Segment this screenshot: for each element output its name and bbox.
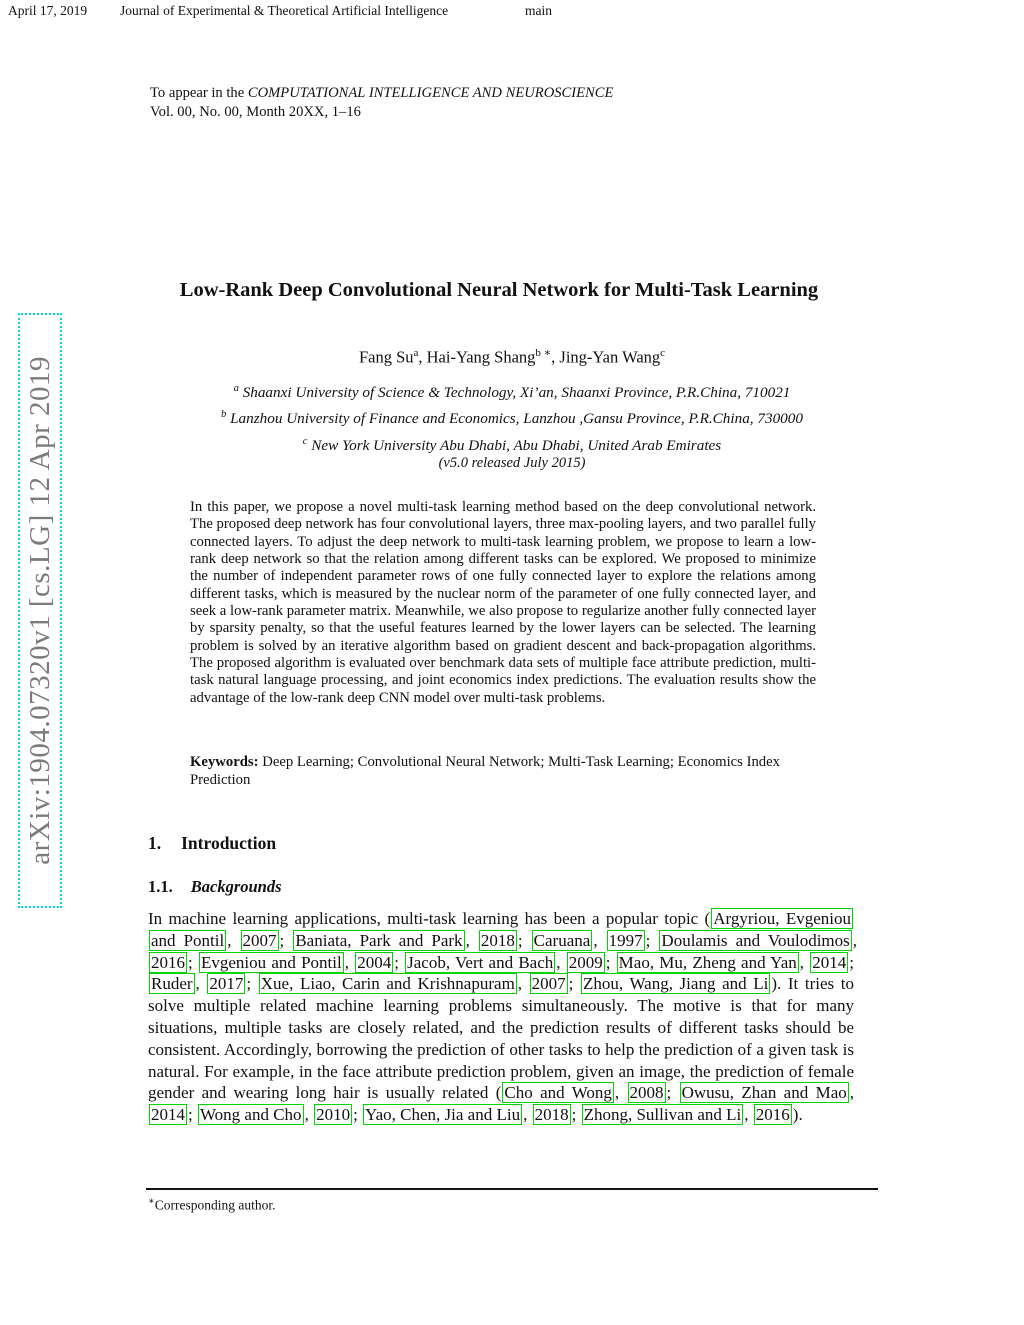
keywords-block bbox=[190, 754, 816, 789]
citation-link[interactable]: Jacob, Vert and Bach bbox=[407, 952, 554, 972]
citation-link[interactable]: Xue, Liao, Carin and Krishnapuram bbox=[260, 974, 515, 994]
abstract-text: In this paper, we propose a novel multi-task learning method based on the deep convolutional network. The proposed deep network has four convolutional layers, three max-pooling layers, and two parallel fully connected layers. To adjust the deep network to multi-task learning problem, we propose to learn a low-rank deep network so that the relation among different tasks can be explored. We proposed to minimize the number of independent parameter rows of one fully connected layer to explore the relations among different tasks, which is measured by the nuclear norm of the parameter of one fully connected layer, and seek a low-rank parameter matrix. Meanwhile, we also propose to regularize another fully connected layer by sparsity penalty, so that the useful features learned by the lower layers can be selected. The learning problem is solved by an iterative algorithm based on gradient descent and back-propagation algorithms. The proposed algorithm is evaluated over benchmark data sets of multiple face attribute prediction, multi-task natural language processing, and joint economics index predictions. The evaluation results show the advantage of the low-rank deep CNN model over multi-task problems. bbox=[190, 499, 816, 706]
citation-link[interactable]: 2014 bbox=[151, 1105, 185, 1125]
citation-link[interactable]: 2018 bbox=[534, 1105, 569, 1125]
authors-line: Fang Su$^a$, Hai-Yang Shang$^{b ∗}$, Jing-Yan Wang$^c$ bbox=[358, 347, 666, 367]
citation-link[interactable]: 2018 bbox=[480, 930, 515, 950]
citation-link[interactable]: Zhong, Sullivan and Li bbox=[583, 1105, 742, 1125]
affiliation-superscript: a bbox=[233, 383, 239, 394]
to-appear-banner bbox=[150, 84, 613, 122]
affiliations bbox=[0, 378, 1024, 457]
paper-title: Low-Rank Deep Convolutional Neural Network for Multi-Task Learning bbox=[179, 279, 819, 301]
banner-volume-line: Vol. 00, No. 00, Month 20XX, 1–16 bbox=[150, 104, 361, 120]
citation-link[interactable]: Baniata, Park and Park bbox=[295, 930, 463, 950]
subsection-title: Backgrounds bbox=[190, 877, 282, 896]
affiliation-line: $^c$ New York University Abu Dhabi, Abu Dhabi, United Arab Emirates bbox=[302, 435, 722, 454]
banner-line1 bbox=[150, 84, 613, 103]
affiliation-superscript: c bbox=[302, 435, 308, 447]
subsection-number: 1.1. bbox=[148, 877, 173, 896]
citation-link[interactable]: 2007 bbox=[531, 974, 566, 994]
author-superscript: b ∗ bbox=[535, 347, 552, 359]
citation-link[interactable]: 2007 bbox=[242, 930, 277, 950]
citation-link[interactable]: Caruana bbox=[533, 930, 591, 950]
author-superscript: c bbox=[660, 347, 666, 359]
section-number: 1. bbox=[148, 833, 162, 853]
citation-link[interactable]: 2010 bbox=[316, 1105, 351, 1125]
keywords-text: Deep Learning; Convolutional Neural Network; Multi-Task Learning; Economics Index Prediction bbox=[190, 754, 781, 788]
banner-venue: COMPUTATIONAL INTELLIGENCE AND NEUROSCIENCE bbox=[247, 85, 614, 101]
citation-link[interactable]: 2009 bbox=[568, 952, 603, 972]
citation-link[interactable]: 1997 bbox=[608, 930, 643, 950]
arxiv-stamp-text: arXiv:1904.07320v1 [cs.LG] 12 Apr 2019 bbox=[23, 356, 56, 865]
subsection-heading-backgrounds bbox=[148, 877, 282, 897]
keywords-label: Keywords: bbox=[190, 754, 259, 770]
intro-paragraph: In machine learning applications, multi-task learning has been a popular topic ( Argyriou, Evgeniou and Pontil , 2007 ; Baniata, Park and Park , 2018 ; Caruana , 1997 ; Doulamis and Voulodimos , 2016 ; Evgeniou and Pontil , 2004 ; Jacob, Vert and Bach , 2009 ; Mao, Mu, Zheng and Yan , 2014 ; Ruder , 2017 ; Xue, Liao, Carin and Krishnapuram , 2007 ; Zhou, Wang, Jiang and Li ). It tries to solve multiple related machine learning problems simultaneously. The motive is that for many situations, multiple tasks are closely related, and the prediction results of different tasks should be consistent. Accordingly, borrowing the prediction of other tasks to help the prediction of a given task is natural. For example, in the face attribute prediction problem, given an image, the prediction of female gender and wearing long hair is usually related ( Cho and Wong , 2008 ; Owusu, Zhan and Mao , 2014 ; Wong and Cho , 2010 ; Yao, Chen, Jia and Liu , 2018 ; Zhong, Sullivan and Li , 2016 ). bbox=[148, 909, 858, 1125]
header-journal-name: Journal of Experimental & Theoretical Artificial Intelligence bbox=[120, 3, 449, 18]
citation-link[interactable]: Ruder bbox=[151, 974, 193, 994]
citation-link[interactable]: Owusu, Zhan and Mao bbox=[681, 1083, 847, 1103]
section-heading-introduction bbox=[148, 833, 276, 854]
affiliation-line: $^b$ Lanzhou University of Finance and Economics, Lanzhou ,Gansu Province, P.R.China, 730000 bbox=[221, 409, 803, 428]
citation-link[interactable]: Evgeniou and Pontil bbox=[200, 952, 342, 972]
running-header bbox=[8, 3, 1008, 19]
section-title: Introduction bbox=[181, 833, 277, 853]
citation-link[interactable]: 2016 bbox=[755, 1105, 790, 1125]
citation-link[interactable]: Wong and Cho bbox=[199, 1105, 302, 1125]
banner-prefix: To appear in the bbox=[150, 85, 248, 101]
citation-link[interactable]: Doulamis and Voulodimos bbox=[661, 930, 850, 950]
citation-link[interactable]: Mao, Mu, Zheng and Yan bbox=[618, 952, 797, 972]
citation-link[interactable]: 2017 bbox=[209, 974, 244, 994]
affiliation-superscript: b bbox=[221, 409, 227, 421]
header-date: April 17, 2019 bbox=[8, 3, 88, 18]
footnote bbox=[148, 1196, 276, 1214]
citation-link[interactable]: 2016 bbox=[151, 952, 185, 972]
citation-link[interactable]: 2014 bbox=[812, 952, 847, 972]
footnote-rule bbox=[146, 1188, 878, 1190]
citation-link[interactable]: Yao, Chen, Jia and Liu bbox=[365, 1105, 521, 1125]
citation-link[interactable]: Zhou, Wang, Jiang and Li bbox=[583, 974, 769, 994]
version-note: (v5.0 released July 2015) bbox=[438, 455, 586, 471]
citation-link[interactable]: Argyriou, Evgeniou and Pontil bbox=[151, 909, 852, 950]
citation-link[interactable]: Cho and Wong bbox=[504, 1083, 612, 1103]
citation-link[interactable]: 2008 bbox=[629, 1083, 664, 1103]
affiliation-line: $^a$ Shaanxi University of Science & Technology, Xi’an, Shaanxi Province, P.R.China, 710021 bbox=[233, 383, 791, 402]
author-superscript: a bbox=[413, 347, 419, 359]
citation-link[interactable]: 2004 bbox=[357, 952, 392, 972]
footnote-text: Corresponding author. bbox=[154, 1197, 276, 1213]
header-doc-label: main bbox=[525, 3, 552, 18]
footnote-marker: ∗ bbox=[148, 1196, 155, 1207]
